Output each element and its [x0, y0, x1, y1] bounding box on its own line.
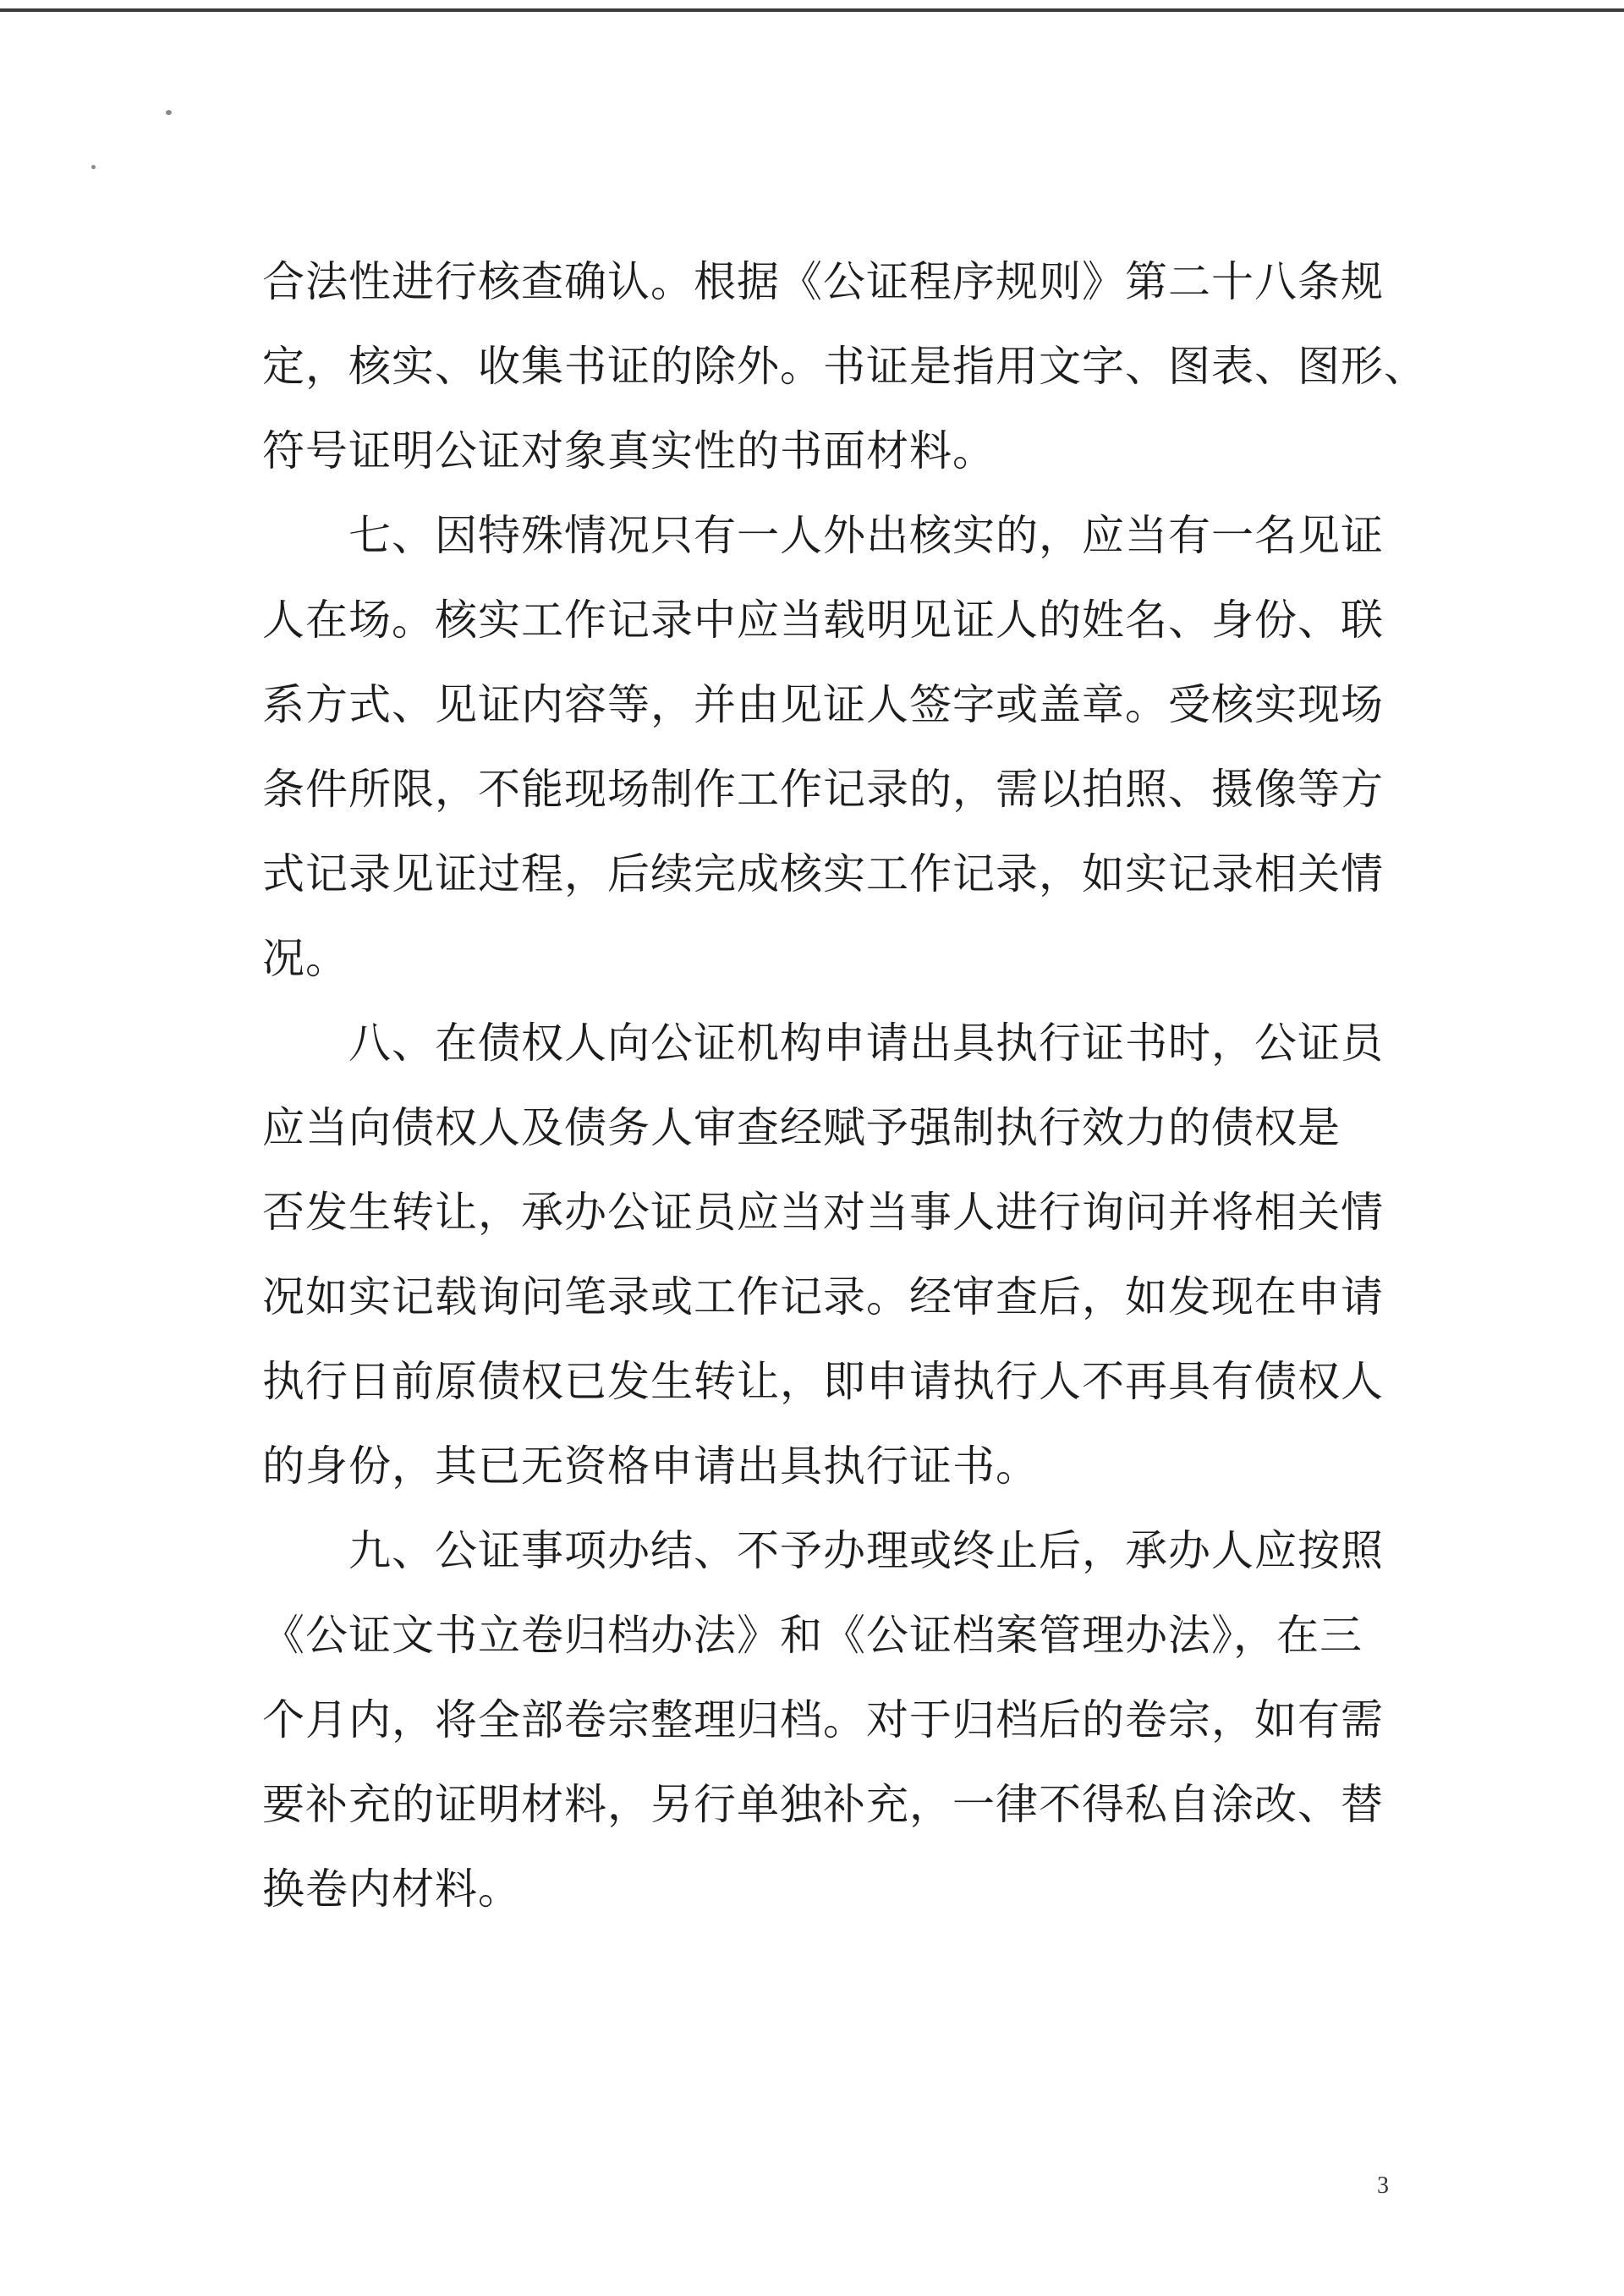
- text-line: 系方式、见证内容等，并由见证人签字或盖章。受核实现场: [262, 680, 1384, 729]
- text-line: 况如实记载询问笔录或工作记录。经审查后，如发现在申请: [262, 1272, 1384, 1321]
- text-line: 的身份，其已无资格申请出具执行证书。: [262, 1442, 1039, 1491]
- text-line: 条件所限，不能现场制作工作记录的，需以拍照、摄像等方: [262, 765, 1384, 814]
- top-border-line: [0, 8, 1624, 12]
- text-line: 合法性进行核查确认。根据《公证程序规则》第二十八条规: [262, 257, 1384, 306]
- text-line: 换卷内材料。: [262, 1865, 521, 1914]
- text-line: 九、公证事项办结、不予办理或终止后，承办人应按照: [262, 1526, 1384, 1575]
- text-line: 符号证明公证对象真实性的书面材料。: [262, 426, 996, 475]
- document-body: [262, 239, 1427, 1931]
- text-line: 况。: [262, 934, 348, 983]
- text-line: 人在场。核实工作记录中应当载明见证人的姓名、身份、联: [262, 596, 1384, 645]
- text-line: 定，核实、收集书证的除外。书证是指用文字、图表、图形、: [262, 342, 1427, 391]
- text-line: 执行日前原债权已发生转让，即申请执行人不再具有债权人: [262, 1357, 1384, 1406]
- scan-speck: [166, 110, 172, 115]
- text-line: 要补充的证明材料，另行单独补充，一律不得私自涂改、替: [262, 1780, 1384, 1829]
- text-line: 个月内，将全部卷宗整理归档。对于归档后的卷宗，如有需: [262, 1695, 1384, 1744]
- text-line: 《公证文书立卷归档办法》和《公证档案管理办法》，在三: [262, 1611, 1363, 1660]
- text-line: 八、在债权人向公证机构申请出具执行证书时，公证员: [262, 1019, 1384, 1068]
- scan-speck: [91, 165, 96, 169]
- text-line: 七、因特殊情况只有一人外出核实的，应当有一名见证: [262, 511, 1384, 560]
- page-number: 3: [1377, 2172, 1389, 2199]
- text-line: 否发生转让，承办公证员应当对当事人进行询问并将相关情: [262, 1188, 1384, 1237]
- text-line: 式记录见证过程，后续完成核实工作记录，如实记录相关情: [262, 849, 1384, 898]
- text-line: 应当向债权人及债务人审查经赋予强制执行效力的债权是: [262, 1103, 1341, 1152]
